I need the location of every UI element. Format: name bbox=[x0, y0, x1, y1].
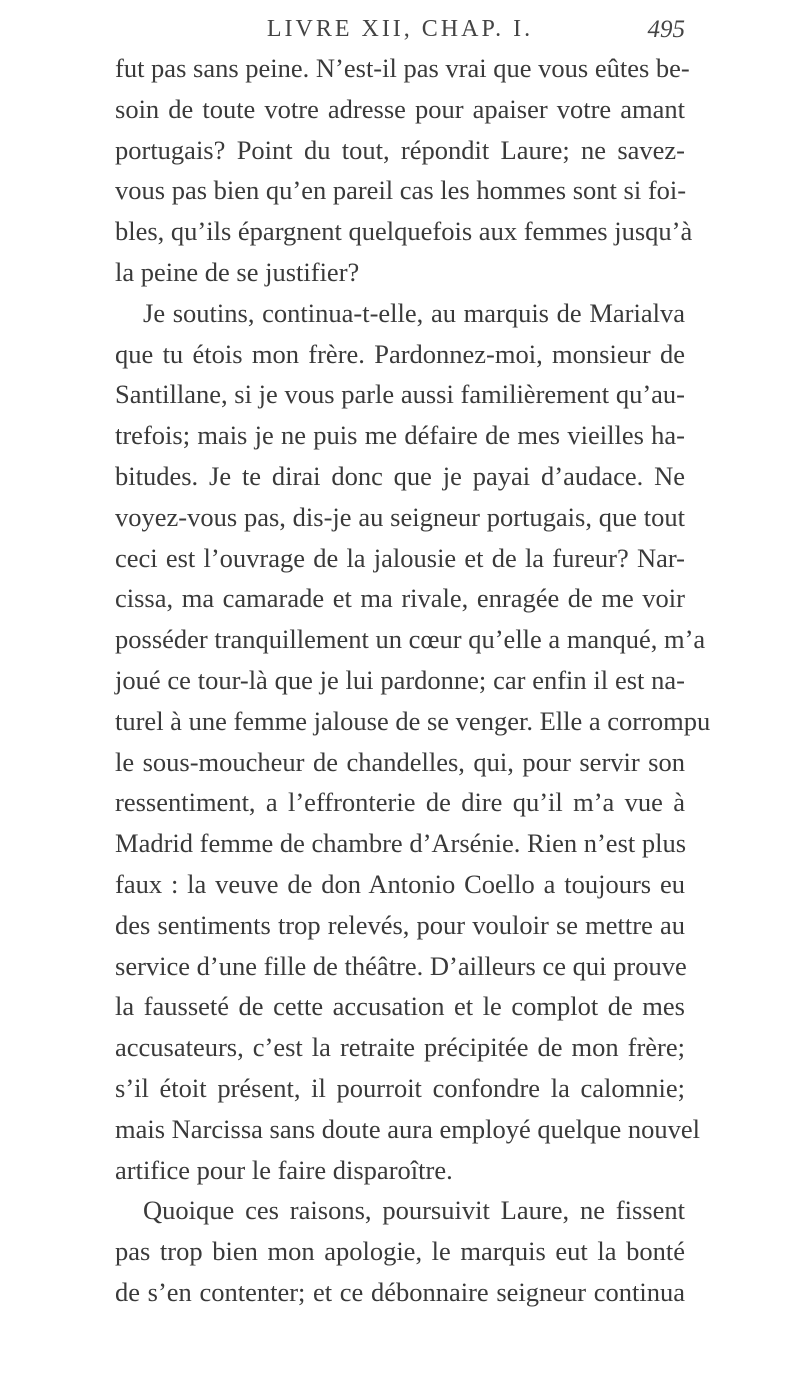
page-header bbox=[115, 10, 685, 50]
text-line: bitudes. Je te dirai donc que je payai d’audace. Ne bbox=[115, 460, 685, 491]
text-line: faux : la veuve de don Antonio Coello a toujours eu bbox=[115, 868, 685, 899]
text-line: soin de toute votre adresse pour apaiser votre amant bbox=[115, 93, 685, 124]
text-line: des sentiments trop relevés, pour vouloir se mettre au bbox=[115, 909, 685, 940]
text-line: s’il étoit présent, il pourroit confondre la calomnie; bbox=[115, 1072, 685, 1103]
text-line: voyez-vous pas, dis-je au seigneur portugais, que tout bbox=[115, 501, 685, 532]
text-line: Quoique ces raisons, poursuivit Laure, ne fissent bbox=[143, 1195, 685, 1226]
running-head: LIVRE XII, CHAP. I. bbox=[266, 16, 534, 42]
text-line: mais Narcissa sans doute aura employé quelque nouvel bbox=[115, 1113, 701, 1144]
text-line: la peine de se justifier? bbox=[115, 256, 360, 287]
text-line: Madrid femme de chambre d’Arsénie. Rien n’est plus bbox=[115, 828, 687, 859]
text-line: ressentiment, a l’effronterie de dire qu’il m’a vue à bbox=[115, 787, 685, 818]
text-line: cissa, ma camarade et ma rivale, enragée de me voir bbox=[115, 583, 685, 614]
text-line: trefois; mais je ne puis me défaire de mes vieilles ha- bbox=[115, 420, 685, 451]
text-line: ceci est l’ouvrage de la jalousie et de la fureur? Nar- bbox=[115, 542, 685, 573]
text-line: bles, qu’ils épargnent quelquefois aux femmes jusqu’à bbox=[115, 216, 693, 247]
text-line: Je soutins, continua-t-elle, au marquis de Marialva bbox=[143, 297, 685, 328]
text-line: Santillane, si je vous parle aussi familièrement qu’au- bbox=[115, 379, 685, 410]
text-line: la fausseté de cette accusation et le complot de mes bbox=[115, 991, 685, 1022]
text-line: portugais? Point du tout, répondit Laure; ne savez- bbox=[115, 134, 685, 165]
text-line: vous pas bien qu’en pareil cas les hommes sont si foi- bbox=[115, 175, 687, 206]
body-text bbox=[115, 48, 711, 1313]
text-line: joué ce tour-là que je lui pardonne; car enfin il est na- bbox=[115, 664, 685, 695]
text-line: fut pas sans peine. N’est-il pas vrai que vous eûtes be- bbox=[115, 53, 690, 83]
text-line: de s’en contenter; et ce débonnaire seigneur continua bbox=[115, 1276, 685, 1307]
page-number: 495 bbox=[647, 16, 685, 43]
text-line: que tu étois mon frère. Pardonnez-moi, monsieur de bbox=[115, 338, 685, 369]
text-line: artifice pour le faire disparoître. bbox=[115, 1154, 453, 1185]
text-line: le sous-moucheur de chandelles, qui, pour servir son bbox=[115, 746, 685, 777]
text-line: posséder tranquillement un cœur qu’elle a manqué, m’a bbox=[115, 624, 706, 655]
text-line: accusateurs, c’est la retraite précipitée de mon frère; bbox=[115, 1032, 685, 1063]
text-line: turel à une femme jalouse de se venger. Elle a corrompu bbox=[115, 705, 711, 736]
text-line: service d’une fille de théâtre. D’ailleurs ce qui prouve bbox=[115, 950, 687, 981]
text-line: pas trop bien mon apologie, le marquis eut la bonté bbox=[115, 1236, 685, 1267]
